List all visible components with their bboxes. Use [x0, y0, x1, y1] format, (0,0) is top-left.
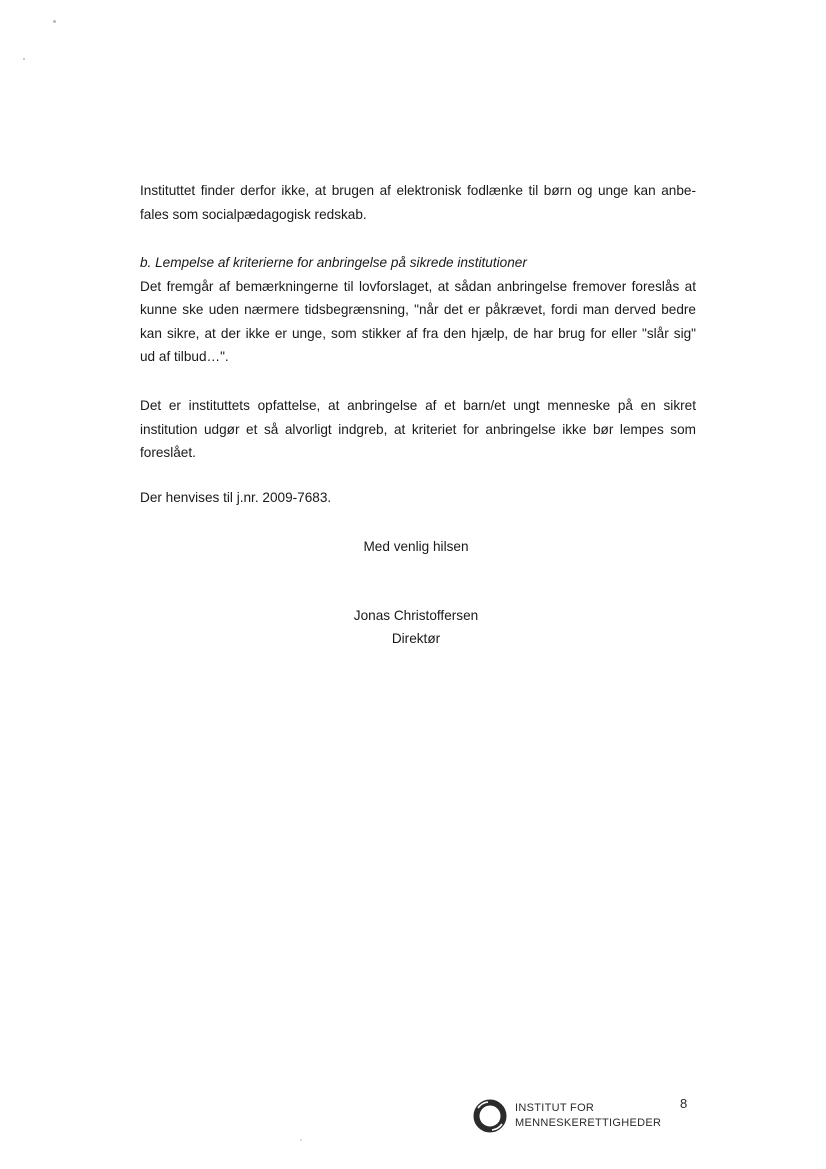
paragraph-conclusion — [140, 179, 696, 226]
paragraph-opinion — [140, 394, 696, 465]
scan-speck — [300, 1139, 302, 1141]
signature-title: Direktør — [391, 631, 441, 646]
institute-logo-icon — [472, 1098, 508, 1134]
paragraph-line: kan sikre, at der ikke er unge, som stikker af fra den hjælp, de har brug for eller "slår sig" — [140, 325, 696, 341]
section-b — [140, 251, 696, 369]
paragraph-line: foreslået. — [140, 445, 196, 460]
paragraph-line: ud af tilbud…". — [140, 349, 229, 364]
paragraph-line: kunne ske uden nærmere tidsbegrænsning, "når det er påkrævet, fordi man derved bedre — [140, 302, 696, 317]
paragraph-line: institution udgør et så alvorligt indgreb, at kriteriet for anbringelse ikke bør lempes som — [140, 421, 696, 437]
reference-text: Der henvises til j.nr. 2009-7683. — [140, 490, 332, 505]
closing-greeting: Med venlig hilsen — [363, 539, 469, 554]
reference-line — [140, 486, 696, 510]
scan-speck — [23, 58, 25, 60]
logo-line: INSTITUT FOR — [515, 1102, 595, 1114]
signature-name: Jonas Christoffersen — [353, 608, 479, 623]
institute-logo-text — [515, 1101, 661, 1131]
institute-logo — [472, 1096, 672, 1136]
scan-speck — [53, 20, 56, 23]
section-heading: b. Lempelse af kriterierne for anbringelse på sikrede institutioner — [140, 255, 527, 270]
paragraph-line: fales som socialpædagogisk redskab. — [140, 206, 367, 222]
logo-line: MENNESKERETTIGHEDER — [515, 1117, 662, 1129]
paragraph-line: Det er instituttets opfattelse, at anbringelse af et barn/et ungt menneske på en sikret — [140, 398, 696, 413]
paragraph-line: Det fremgår af bemærkningerne til lovforslaget, at sådan anbringelse fremover foreslås at — [140, 278, 696, 294]
paragraph-line: Instituttet finder derfor ikke, at brugen af elektronisk fodlænke til børn og unge kan anbe- — [140, 183, 696, 198]
page-number: 8 — [680, 1096, 688, 1111]
